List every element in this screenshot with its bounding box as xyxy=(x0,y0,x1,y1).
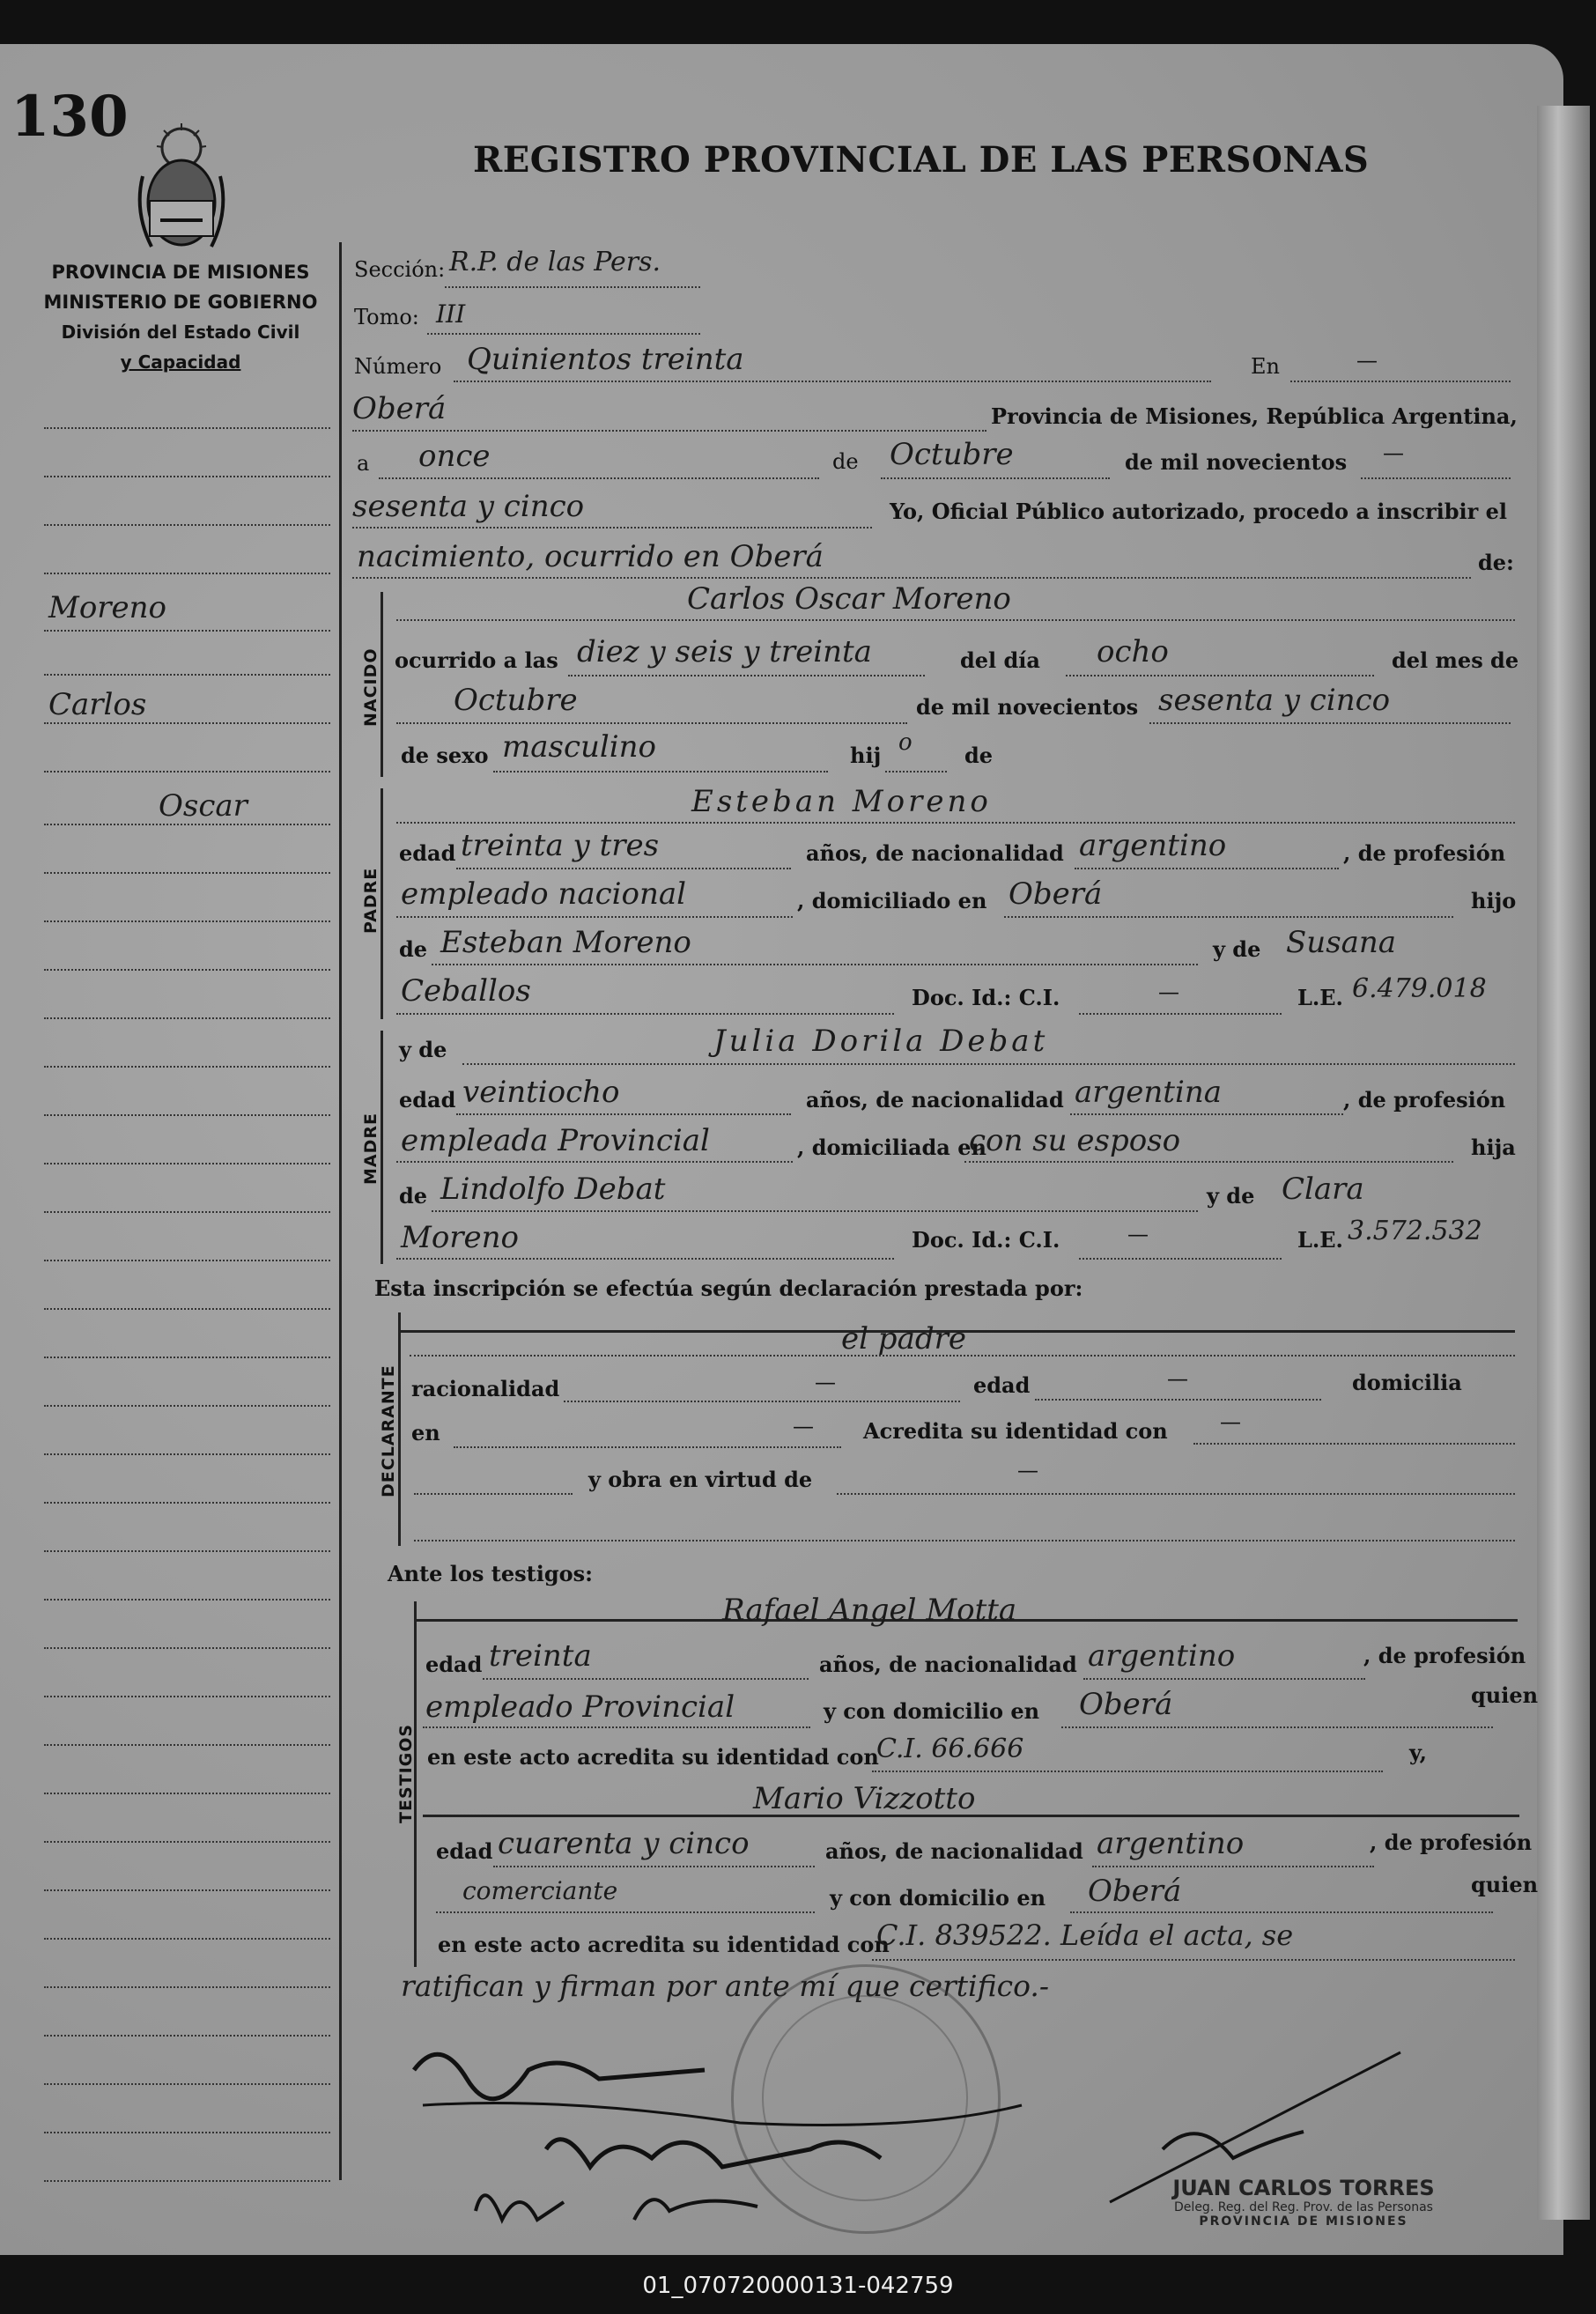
tomo-label: Tomo: xyxy=(354,305,419,329)
margin-line xyxy=(44,1841,330,1843)
margin-line xyxy=(44,1744,330,1746)
margin-line xyxy=(44,1114,330,1116)
nacido-mil-label: de mil novecientos xyxy=(916,694,1139,720)
nacido-day-value: ocho xyxy=(1097,634,1169,669)
seccion-line xyxy=(445,286,700,288)
closing-text: ratifican y firman por ante mí que certifico.- xyxy=(401,1969,1050,2003)
numero-label: Número xyxy=(354,354,442,379)
margin-line xyxy=(44,476,330,477)
madre-mother2-value: Moreno xyxy=(401,1220,520,1255)
year-value: sesenta y cinco xyxy=(352,489,585,524)
testigo1-dom-label: y con domicilio en xyxy=(824,1698,1040,1724)
madre-nac-line xyxy=(1070,1113,1343,1115)
declarante-nac-label: racionalidad xyxy=(411,1376,560,1401)
margin-line xyxy=(44,1453,330,1455)
testigo2-doc-line xyxy=(872,1959,1515,1961)
testigo2-edad-value: cuarenta y cinco xyxy=(498,1826,750,1861)
margin-first-name: Carlos xyxy=(48,687,147,722)
madre-dom-line xyxy=(964,1161,1453,1163)
padre-edad-value: treinta y tres xyxy=(461,828,660,863)
testigo2-prof-line xyxy=(436,1911,815,1913)
padre-label: PADRE xyxy=(361,867,381,934)
hij-label: hij xyxy=(850,743,882,768)
testigo1-nac-value: argentino xyxy=(1088,1638,1236,1674)
mil-line xyxy=(1361,477,1511,479)
margin-line xyxy=(44,1793,330,1794)
place-value: Oberá xyxy=(352,391,447,426)
ministry-header xyxy=(35,257,326,377)
padre-doc-label: Doc. Id.: C.I. xyxy=(912,985,1060,1010)
margin-line xyxy=(44,1163,330,1164)
hour-line xyxy=(568,675,925,676)
margin-line xyxy=(44,630,330,632)
margin-line xyxy=(44,1647,330,1649)
declarante-obra-pre-line xyxy=(414,1493,573,1495)
numero-line xyxy=(454,381,1211,382)
testigo1-acredita-label: en este acto acredita su identidad con xyxy=(427,1744,879,1770)
madre-edad-line xyxy=(456,1113,791,1115)
madre-border xyxy=(381,1031,383,1264)
padre-father-line xyxy=(432,964,1198,965)
padre-prof-value: empleado nacional xyxy=(401,876,687,912)
padre-name-line xyxy=(396,822,1515,824)
de-colon-label: de: xyxy=(1478,550,1514,575)
madre-name-value: Julia Dorila Debat xyxy=(713,1024,1049,1059)
margin-line xyxy=(44,427,330,429)
margin-line xyxy=(44,1357,330,1358)
padre-le-value: 6.479.018 xyxy=(1352,973,1487,1004)
nacido-name-line xyxy=(396,619,1515,621)
margin-line xyxy=(44,1066,330,1068)
nacido-year-value: sesenta y cinco xyxy=(1158,683,1391,718)
padre-dom-value: Oberá xyxy=(1009,876,1103,912)
margin-line xyxy=(44,1550,330,1552)
testigo2-nac-line xyxy=(1092,1866,1374,1867)
testigo1-nac-line xyxy=(1083,1678,1365,1680)
margin-second-name: Oscar xyxy=(159,788,248,824)
image-id-footer: 01_070720000131-042759 xyxy=(642,2273,954,2299)
tomo-line xyxy=(427,333,700,335)
margin-line xyxy=(44,2180,330,2182)
testigo2-dom-line xyxy=(1070,1911,1493,1913)
madre-dom-label: , domiciliada en xyxy=(797,1135,986,1160)
margin-line xyxy=(44,969,330,971)
margin-surname: Moreno xyxy=(48,590,167,625)
declarante-nac-line xyxy=(564,1401,960,1402)
sexo-line xyxy=(493,771,828,773)
declarante-nac-value: — xyxy=(815,1370,836,1394)
testigo1-doc-line xyxy=(872,1771,1383,1772)
form-left-border xyxy=(339,242,342,2180)
ministry-line-4: y Capacidad xyxy=(120,351,241,373)
nacido-month-line xyxy=(396,722,907,724)
hijo-label: hijo xyxy=(1471,888,1517,913)
declarante-obra-line xyxy=(837,1493,1515,1495)
madre-doc-label: Doc. Id.: C.I. xyxy=(912,1227,1060,1253)
month-value: Octubre xyxy=(890,437,1014,472)
padre-mother-value: Susana xyxy=(1286,925,1397,960)
seccion-label: Sección: xyxy=(354,257,446,282)
padre-nac-line xyxy=(1075,868,1339,869)
padre-yde-label: y de xyxy=(1213,936,1261,962)
official-name: JUAN CARLOS TORRES xyxy=(1172,2176,1435,2200)
province-text: Provincia de Misiones, República Argentina, xyxy=(991,403,1518,429)
madre-nac-label: años, de nacionalidad xyxy=(806,1087,1064,1113)
testigo1-y-label: y, xyxy=(1409,1740,1428,1765)
declarante-obra-value: — xyxy=(1017,1458,1038,1482)
month-line xyxy=(881,477,1110,479)
madre-le-label: L.E. xyxy=(1297,1227,1343,1253)
madre-de-label: de xyxy=(399,1183,428,1209)
testigo2-dom-value: Oberá xyxy=(1088,1874,1182,1909)
testigo2-prof-label: , de profesión xyxy=(1370,1830,1533,1855)
hija-label: hija xyxy=(1471,1135,1516,1160)
argentine-coat-of-arms-icon xyxy=(134,123,229,255)
madre-yde2-label: y de xyxy=(1207,1183,1255,1209)
madre-father-value: Lindolfo Debat xyxy=(440,1172,666,1207)
madre-ci-value: — xyxy=(1127,1222,1149,1246)
ministry-line-2: MINISTERIO DE GOBIERNO xyxy=(43,292,318,313)
padre-ci-value: — xyxy=(1158,980,1179,1004)
nacido-de-label: de xyxy=(964,743,994,768)
declarante-extra-line xyxy=(414,1540,1515,1541)
yo-text: Yo, Oficial Público autorizado, procedo a inscribir el xyxy=(890,499,1508,524)
padre-prof-label: , de profesión xyxy=(1343,840,1506,866)
testigo2-edad-label: edad xyxy=(436,1838,493,1864)
testigo2-name-value: Mario Vizzotto xyxy=(753,1781,976,1816)
margin-line xyxy=(44,2083,330,2085)
declarante-acredita-value: — xyxy=(1220,1409,1241,1434)
declarante-edad-value: — xyxy=(1167,1366,1188,1391)
nacido-border xyxy=(381,592,383,777)
declarante-dom-label: domicilia xyxy=(1352,1370,1462,1395)
padre-prof-line xyxy=(396,916,793,918)
del-dia-label: del día xyxy=(960,647,1040,673)
padre-nac-label: años, de nacionalidad xyxy=(806,840,1064,866)
madre-father-line xyxy=(432,1210,1198,1212)
madre-prof-line xyxy=(396,1161,793,1163)
day-value: once xyxy=(418,439,491,474)
testigo2-edad-line xyxy=(493,1866,815,1867)
margin-line xyxy=(44,1308,330,1310)
padre-le-label: L.E. xyxy=(1297,985,1343,1010)
padre-mother2-value: Ceballos xyxy=(401,973,531,1009)
padre-de-label: de xyxy=(399,936,428,962)
declarante-name-line xyxy=(410,1355,1515,1357)
margin-line xyxy=(44,824,330,825)
margin-line xyxy=(44,1211,330,1213)
declarante-border xyxy=(398,1312,401,1546)
event-value: nacimiento, ocurrido en Oberá xyxy=(357,539,824,574)
sexo-value: masculino xyxy=(502,729,657,765)
madre-edad-label: edad xyxy=(399,1087,456,1113)
madre-edad-value: veintiocho xyxy=(462,1075,620,1110)
nacido-name-value: Carlos Oscar Moreno xyxy=(687,581,1011,617)
declarante-edad-label: edad xyxy=(973,1372,1031,1398)
madre-ci-line xyxy=(1079,1258,1282,1260)
madre-prof-label: , de profesión xyxy=(1343,1087,1506,1113)
padre-dom-line xyxy=(1004,916,1453,918)
testigo1-dom-value: Oberá xyxy=(1079,1687,1173,1722)
numero-value: Quinientos treinta xyxy=(467,342,744,377)
testigo1-quien-label: quien xyxy=(1471,1682,1539,1708)
page-edge xyxy=(1537,106,1590,2220)
margin-line xyxy=(44,524,330,526)
margin-line xyxy=(44,1599,330,1601)
padre-edad-label: edad xyxy=(399,840,456,866)
testigo2-doc-value: C.I. 839522. Leída el acta, se xyxy=(876,1918,1294,1952)
nacido-label: NACIDO xyxy=(361,647,381,727)
declarante-edad-line xyxy=(1035,1399,1321,1401)
mil-label: de mil novecientos xyxy=(1125,449,1348,475)
margin-line xyxy=(44,674,330,676)
margin-line xyxy=(44,920,330,922)
declarante-label: DECLARANTE xyxy=(379,1364,398,1497)
madre-dom-value: con su esposo xyxy=(969,1123,1181,1158)
event-line xyxy=(352,577,1471,579)
testigos-intro: Ante los testigos: xyxy=(388,1561,594,1586)
margin-line xyxy=(44,1502,330,1504)
margin-line xyxy=(44,722,330,724)
ministry-line-3: División del Estado Civil xyxy=(61,322,300,343)
nacido-day-line xyxy=(1066,675,1374,676)
testigos-label: TESTIGOS xyxy=(396,1723,416,1823)
madre-prof-value: empleada Provincial xyxy=(401,1123,710,1158)
declarante-name-value: el padre xyxy=(841,1321,966,1357)
seccion-value: R.P. de las Pers. xyxy=(449,247,661,277)
padre-ci-line xyxy=(1079,1013,1282,1015)
testigo1-edad-label: edad xyxy=(425,1652,483,1677)
margin-line xyxy=(44,872,330,874)
page-number: 130 xyxy=(11,84,129,150)
testigo1-edad-value: treinta xyxy=(489,1638,592,1674)
hour-value: diez y seis y treinta xyxy=(577,634,872,669)
margin-line xyxy=(44,1938,330,1940)
madre-nac-value: argentina xyxy=(1075,1075,1223,1110)
padre-nac-value: argentino xyxy=(1079,828,1227,863)
en-label: En xyxy=(1251,354,1280,379)
a-label: a xyxy=(357,451,370,476)
padre-name-value: Esteban Moreno xyxy=(691,784,992,819)
testigo1-nac-label: años, de nacionalidad xyxy=(819,1652,1077,1677)
madre-name-line xyxy=(462,1063,1515,1065)
margin-line xyxy=(44,1696,330,1697)
testigo1-doc-value: C.I. 66.666 xyxy=(876,1734,1024,1764)
en-line xyxy=(1290,381,1511,382)
official-title-1: Deleg. Reg. del Reg. Prov. de las Personas xyxy=(1174,2200,1433,2214)
sexo-label: de sexo xyxy=(401,743,489,768)
testigo2-nac-label: años, de nacionalidad xyxy=(825,1838,1083,1864)
place-line xyxy=(352,430,986,432)
del-mes-label: del mes de xyxy=(1392,647,1519,673)
padre-dom-label: , domiciliado en xyxy=(797,888,987,913)
ministry-line-1: PROVINCIA DE MISIONES xyxy=(51,262,310,283)
padre-edad-line xyxy=(456,868,791,869)
margin-line xyxy=(44,771,330,773)
en-value: — xyxy=(1356,348,1378,373)
madre-yde-label: y de xyxy=(399,1037,447,1062)
year-line xyxy=(352,527,872,529)
nacido-month-value: Octubre xyxy=(454,683,578,718)
testigo1-prof-value: empleado Provincial xyxy=(425,1689,735,1725)
tomo-value: III xyxy=(436,299,466,329)
testigo2-name-line xyxy=(423,1815,1519,1817)
day-line xyxy=(379,477,819,479)
madre-mother2-line xyxy=(396,1258,894,1260)
declarante-obra-label: y obra en virtud de xyxy=(588,1467,813,1492)
declarante-en-value: — xyxy=(793,1414,814,1438)
ocurrido-label: ocurrido a las xyxy=(395,647,558,673)
testigo1-name-value: Rafael Angel Motta xyxy=(722,1593,1017,1628)
testigo1-prof-label: , de profesión xyxy=(1363,1643,1526,1668)
testigo2-dom-label: y con domicilio en xyxy=(830,1885,1046,1911)
official-signature-block xyxy=(1145,2176,1462,2229)
testigo2-prof-value: comerciante xyxy=(462,1876,618,1905)
margin-line xyxy=(44,1405,330,1407)
margin-line xyxy=(44,1986,330,1988)
madre-le-value: 3.572.532 xyxy=(1348,1216,1482,1246)
de-label: de xyxy=(832,449,859,474)
nacido-year-line xyxy=(1149,722,1511,724)
official-title-2: PROVINCIA DE MISIONES xyxy=(1199,2214,1408,2229)
testigo2-acredita-label: en este acto acredita su identidad con xyxy=(438,1932,890,1957)
padre-mother2-line xyxy=(396,1013,894,1015)
margin-line xyxy=(44,1889,330,1891)
margin-line xyxy=(44,573,330,574)
testigo1-prof-line xyxy=(423,1726,810,1728)
declarante-acredita-line xyxy=(1193,1443,1515,1445)
declarante-en-label: en xyxy=(411,1420,440,1445)
madre-label: MADRE xyxy=(361,1113,381,1185)
hij-value: o xyxy=(898,729,913,756)
declarante-en-line xyxy=(454,1446,841,1448)
declarante-intro: Esta inscripción se efectúa según declaración prestada por: xyxy=(374,1275,1083,1301)
margin-line xyxy=(44,1260,330,1261)
margin-line xyxy=(44,1017,330,1019)
padre-father-value: Esteban Moreno xyxy=(440,925,691,960)
madre-mother-value: Clara xyxy=(1282,1172,1364,1207)
document-title: REGISTRO PROVINCIAL DE LAS PERSONAS xyxy=(473,139,1370,181)
declarante-acredita-label: Acredita su identidad con xyxy=(863,1418,1168,1444)
testigo2-quien-label: quien xyxy=(1471,1872,1539,1897)
testigo1-dom-line xyxy=(1061,1726,1493,1728)
testigo1-edad-line xyxy=(483,1678,809,1680)
testigo2-nac-value: argentino xyxy=(1097,1826,1245,1861)
margin-line xyxy=(44,2132,330,2133)
padre-border xyxy=(381,788,383,1019)
margin-line xyxy=(44,2035,330,2037)
mil-value: — xyxy=(1383,440,1404,465)
hij-line xyxy=(885,771,947,773)
